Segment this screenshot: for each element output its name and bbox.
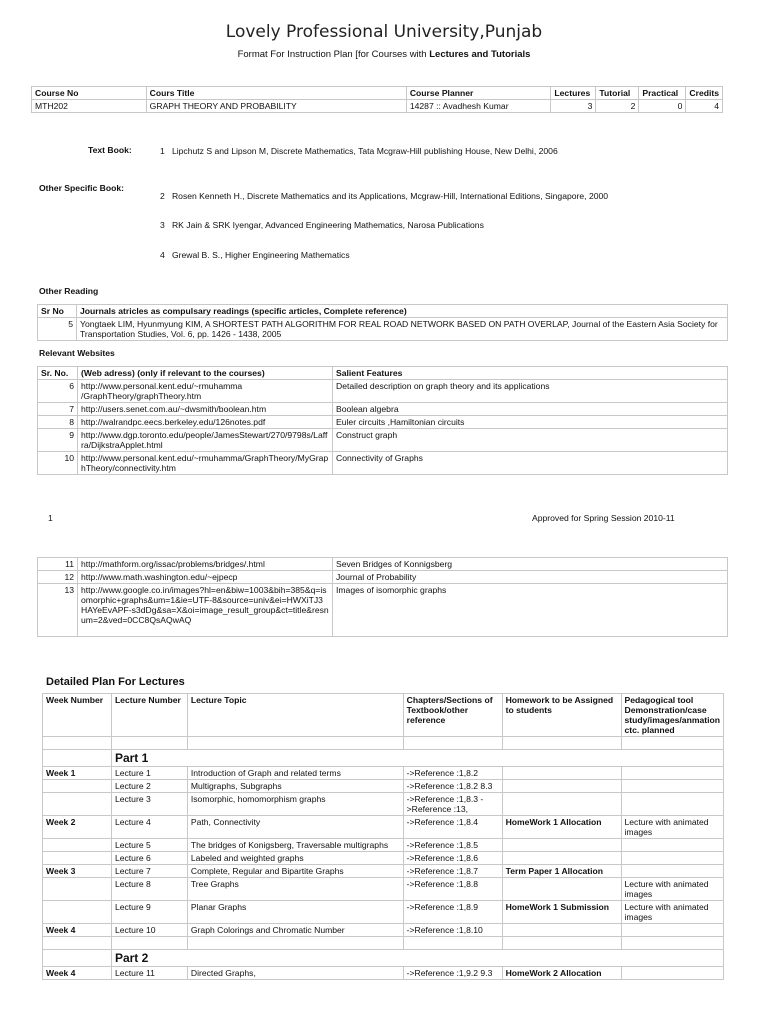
website-feature: Boolean algebra	[333, 403, 728, 416]
week-cell	[43, 901, 112, 924]
ref-cell: ->Reference :1,8.3 ->Reference :13,	[403, 793, 502, 816]
topic-cell: Path, Connectivity	[187, 816, 403, 839]
lecture-cell: Lecture 4	[111, 816, 187, 839]
websites-table-continued	[37, 557, 728, 637]
topic-cell: Introduction of Graph and related terms	[187, 767, 403, 780]
lecture-row	[43, 878, 724, 901]
course-no: MTH202	[32, 100, 147, 113]
lecture-cell: Lecture 3	[111, 793, 187, 816]
ref-cell: ->Reference :1,8.7	[403, 865, 502, 878]
lecture-row	[43, 767, 724, 780]
week-cell	[43, 839, 112, 852]
col-course-title: Cours Title	[146, 87, 406, 100]
topic-cell: Labeled and weighted graphs	[187, 852, 403, 865]
col-credits: Credits	[686, 87, 723, 100]
lecture-row	[43, 816, 724, 839]
website-row	[38, 452, 728, 475]
week-cell: Week 4	[43, 967, 112, 980]
website-no: 6	[38, 380, 78, 403]
ref-cell: ->Reference :1,9.2 9.3	[403, 967, 502, 980]
lecture-cell: Lecture 6	[111, 852, 187, 865]
other-book-item: 2 Rosen Kenneth H., Discrete Mathematics and its Applications, Mcgraw-Hill, International Editions, Singapore, 2000	[160, 191, 609, 201]
website-url[interactable]: http://users.senet.com.au/~dwsmith/boolean.htm	[78, 403, 333, 416]
website-feature: Connectivity of Graphs	[333, 452, 728, 475]
website-feature: Images of isomorphic graphs	[333, 584, 728, 637]
ref-cell: ->Reference :1,8.10	[403, 924, 502, 937]
homework-cell	[502, 839, 621, 852]
lecture-row	[43, 967, 724, 980]
homework-cell	[502, 878, 621, 901]
homework-cell: Term Paper 1 Allocation	[502, 865, 621, 878]
topic-cell: Multigraphs, Subgraphs	[187, 780, 403, 793]
col-homework: Homework to be Assigned to students	[502, 694, 621, 737]
format-subtitle: Format For Instruction Plan [for Courses with Lectures and Tutorials	[237, 49, 531, 60]
col-course-planner: Course Planner	[406, 87, 551, 100]
week-cell: Week 4	[43, 924, 112, 937]
tool-cell: Lecture with animated images	[621, 878, 724, 901]
col-practical: Practical	[639, 87, 686, 100]
lecture-row	[43, 924, 724, 937]
topic-cell: Tree Graphs	[187, 878, 403, 901]
col-salient: Salient Features	[333, 367, 728, 380]
website-no: 12	[38, 571, 78, 584]
spacer-row	[43, 937, 724, 950]
topic-cell: The bridges of Konigsberg, Traversable multigraphs	[187, 839, 403, 852]
spacer-row	[43, 737, 724, 750]
course-title: GRAPH THEORY AND PROBABILITY	[146, 100, 406, 113]
lectures-count: 3	[551, 100, 596, 113]
lecture-cell: Lecture 7	[111, 865, 187, 878]
website-url[interactable]: http://www.personal.kent.edu/~rmuhamma /GraphTheory/graphTheory.htm	[78, 380, 333, 403]
week-cell: Week 3	[43, 865, 112, 878]
col-week: Week Number	[43, 694, 112, 737]
ref-cell: ->Reference :1,8.5	[403, 839, 502, 852]
lecture-cell: Lecture 9	[111, 901, 187, 924]
part-heading: Part 2	[111, 950, 723, 967]
lecture-cell: Lecture 11	[111, 967, 187, 980]
lecture-row	[43, 852, 724, 865]
part-row	[43, 750, 724, 767]
website-row	[38, 558, 728, 571]
website-url[interactable]: http://www.dgp.toronto.edu/people/JamesStewart/270/9798s/Laffra/DijkstraApplet.html	[78, 429, 333, 452]
lecture-row	[43, 780, 724, 793]
websites-table	[37, 366, 728, 475]
homework-cell: HomeWork 2 Allocation	[502, 967, 621, 980]
col-lecture-number: Lecture Number	[111, 694, 187, 737]
homework-cell: HomeWork 1 Submission	[502, 901, 621, 924]
course-table	[31, 86, 723, 113]
website-row	[38, 380, 728, 403]
website-feature: Journal of Probability	[333, 571, 728, 584]
tool-cell	[621, 793, 724, 816]
website-url[interactable]: http://walrandpc.eecs.berkeley.edu/126notes.pdf	[78, 416, 333, 429]
topic-cell: Complete, Regular and Bipartite Graphs	[187, 865, 403, 878]
col-sr-no: Sr. No.	[38, 367, 78, 380]
lecture-row	[43, 793, 724, 816]
ref-cell: ->Reference :1,8.2	[403, 767, 502, 780]
col-chapters: Chapters/Sections of Textbook/other reference	[403, 694, 502, 737]
homework-cell	[502, 767, 621, 780]
other-book-label: Other Specific Book:	[39, 183, 124, 193]
topic-cell: Directed Graphs,	[187, 967, 403, 980]
tool-cell: Lecture with animated images	[621, 901, 724, 924]
part-heading: Part 1	[111, 750, 723, 767]
website-url[interactable]: http://www.google.co.in/images?hl=en&biw=1003&bih=385&q=isomorphic+graphs&um=1&ie=UTF-8&source=univ&ei=HWXiTJ3HAYeEvAPF-s3dDg&sa=X&oi=image_result_group&ct=title&resnum=2&ved=0CC8QsAQwAQ	[78, 584, 333, 637]
col-lectures: Lectures	[551, 87, 596, 100]
credits-count: 4	[686, 100, 723, 113]
university-title: Lovely Professional University,Punjab	[225, 22, 543, 42]
website-no: 8	[38, 416, 78, 429]
practical-count: 0	[639, 100, 686, 113]
lecture-row	[43, 839, 724, 852]
website-url[interactable]: http://mathform.org/issac/problems/bridges/.html	[78, 558, 333, 571]
homework-cell	[502, 780, 621, 793]
other-book-item: 4 Grewal B. S., Higher Engineering Mathematics	[160, 250, 350, 260]
website-feature: Detailed description on graph theory and its applications	[333, 380, 728, 403]
websites-label: Relevant Websites	[39, 348, 115, 358]
lecture-cell: Lecture 8	[111, 878, 187, 901]
week-cell: Week 2	[43, 816, 112, 839]
approval-note: Approved for Spring Session 2010-11	[532, 513, 675, 523]
ref-cell: ->Reference :1,8.8	[403, 878, 502, 901]
topic-cell: Graph Colorings and Chromatic Number	[187, 924, 403, 937]
website-feature: Seven Bridges of Konnigsberg	[333, 558, 728, 571]
tool-cell	[621, 924, 724, 937]
homework-cell	[502, 793, 621, 816]
website-url[interactable]: http://www.math.washington.edu/~ejpecp	[78, 571, 333, 584]
website-feature: Construct graph	[333, 429, 728, 452]
website-row	[38, 571, 728, 584]
course-planner: 14287 :: Avadhesh Kumar	[406, 100, 551, 113]
reading-text: Yongtaek LIM, Hyunmyung KIM, A SHORTEST PATH ALGORITHM FOR REAL ROAD NETWORK BASED ON PATH OVERLAP, Journal of the Eastern Asia Society for Transportation Studies, Vol. 6, pp. 1426 - 1438, 2005	[77, 318, 728, 341]
homework-cell: HomeWork 1 Allocation	[502, 816, 621, 839]
reading-no: 5	[38, 318, 77, 341]
col-pedagogical: Pedagogical tool Demonstration/case study/images/anmation ctc. planned	[621, 694, 724, 737]
website-row	[38, 416, 728, 429]
website-no: 13	[38, 584, 78, 637]
ref-cell: ->Reference :1,8.2 8.3	[403, 780, 502, 793]
lecture-cell: Lecture 10	[111, 924, 187, 937]
tool-cell: Lecture with animated images	[621, 816, 724, 839]
homework-cell	[502, 852, 621, 865]
lecture-plan-heading: Detailed Plan For Lectures	[46, 676, 185, 688]
website-no: 9	[38, 429, 78, 452]
reading-table	[37, 304, 728, 341]
website-no: 11	[38, 558, 78, 571]
website-row	[38, 429, 728, 452]
week-cell	[43, 878, 112, 901]
homework-cell	[502, 924, 621, 937]
topic-cell: Planar Graphs	[187, 901, 403, 924]
col-topic: Lecture Topic	[187, 694, 403, 737]
lecture-cell: Lecture 1	[111, 767, 187, 780]
col-sr-no: Sr No	[38, 305, 77, 318]
tool-cell	[621, 780, 724, 793]
ref-cell: ->Reference :1,8.9	[403, 901, 502, 924]
week-cell: Week 1	[43, 767, 112, 780]
week-cell	[43, 852, 112, 865]
col-journal: Journals atricles as compulsary readings (specific articles, Complete reference)	[77, 305, 728, 318]
tutorial-count: 2	[596, 100, 639, 113]
lecture-cell: Lecture 5	[111, 839, 187, 852]
website-url[interactable]: http://www.personal.kent.edu/~rmuhamma/GraphTheory/MyGraphTheory/connectivity.htm	[78, 452, 333, 475]
part-row	[43, 950, 724, 967]
website-feature: Euler circuits ,Hamiltonian circuits	[333, 416, 728, 429]
col-course-no: Course No	[32, 87, 147, 100]
tool-cell	[621, 852, 724, 865]
website-no: 7	[38, 403, 78, 416]
ref-cell: ->Reference :1,8.6	[403, 852, 502, 865]
tool-cell	[621, 767, 724, 780]
week-cell	[43, 793, 112, 816]
tool-cell	[621, 865, 724, 878]
text-book-label: Text Book:	[88, 145, 132, 155]
topic-cell: Isomorphic, homomorphism graphs	[187, 793, 403, 816]
lecture-row	[43, 865, 724, 878]
website-no: 10	[38, 452, 78, 475]
website-row	[38, 584, 728, 637]
week-cell	[43, 780, 112, 793]
other-book-item: 3 RK Jain & SRK Iyengar, Advanced Engineering Mathematics, Narosa Publications	[160, 220, 484, 230]
tool-cell	[621, 967, 724, 980]
col-web-address: (Web adress) (only if relevant to the courses)	[78, 367, 333, 380]
lecture-plan-table	[42, 693, 724, 980]
col-tutorial: Tutorial	[596, 87, 639, 100]
text-book-item: 1 Lipchutz S and Lipson M, Discrete Mathematics, Tata Mcgraw-Hill publishing House, New Delhi, 2006	[160, 146, 558, 156]
page-number: 1	[48, 513, 53, 523]
lecture-cell: Lecture 2	[111, 780, 187, 793]
website-row	[38, 403, 728, 416]
tool-cell	[621, 839, 724, 852]
ref-cell: ->Reference :1,8.4	[403, 816, 502, 839]
lecture-row	[43, 901, 724, 924]
other-reading-label: Other Reading	[39, 286, 99, 296]
